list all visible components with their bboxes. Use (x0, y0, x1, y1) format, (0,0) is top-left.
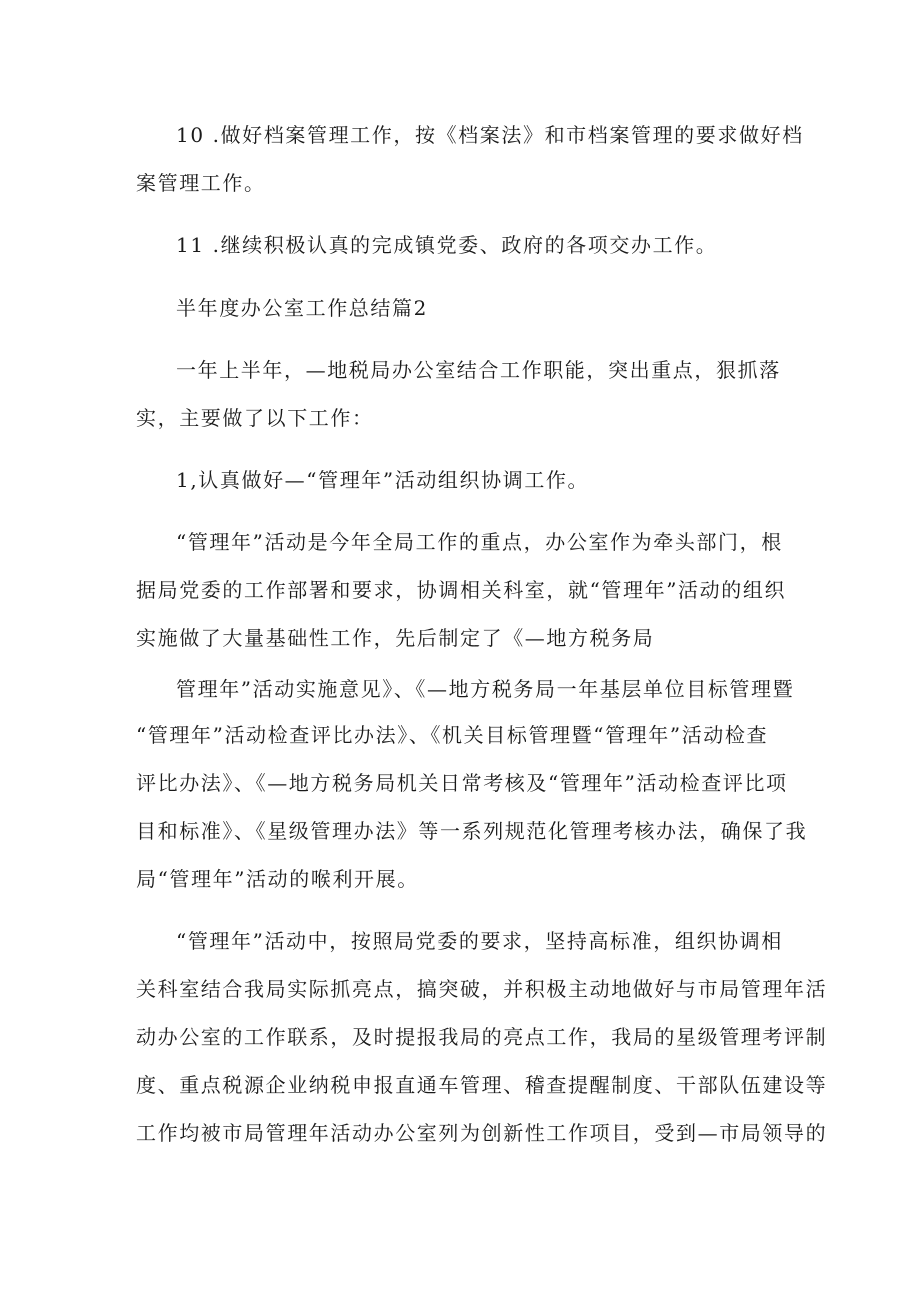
point1-heading: 1,认真做好—“管理年”活动组织协调工作。 (176, 468, 590, 492)
para1-line4: 管理年”活动实施意见》、《—地方税务局一年基层单位目标管理暨 (176, 677, 795, 701)
para1-line6: 评比办法》、《—地方税务局机关日常考核及“管理年”活动检查评比项 (136, 771, 788, 795)
intro-line1: 一年上半年，—地税局办公室结合工作职能，突出重点，狠抓落 (176, 358, 781, 382)
para1-line8: 局“管理年”活动的喉利开展。 (136, 867, 419, 891)
para1-line2: 据局党委的工作部署和要求，协调相关科室，就“管理年”活动的组织 (136, 578, 787, 602)
section-title: 半年度办公室工作总结篇2 (176, 296, 428, 320)
para1-line5: “管理年”活动检查评比办法》、《机关目标管理暨“管理年”活动检查 (136, 723, 769, 747)
para2-line4: 度、重点税源企业纳税申报直通车管理、稽查提醒制度、干部队伍建设等 (136, 1073, 828, 1097)
para2-line5: 工作均被市局管理年活动办公室列为创新性工作项目，受到—市局领导的 (136, 1121, 828, 1145)
para2-line3: 动办公室的工作联系，及时提报我局的亮点工作，我局的星级管理考评制 (136, 1025, 828, 1049)
item10-line2: 案管理工作。 (136, 171, 266, 195)
para2-line1: “管理年”活动中，按照局党委的要求，坚持高标准，组织协调相 (176, 929, 783, 953)
para1-line3: 实施做了大量基础性工作，先后制定了《—地方税务局 (136, 626, 655, 650)
para1-line7: 目和标准》、《星级管理办法》等一系列规范化管理考核办法，确保了我 (136, 819, 808, 843)
item10-line1: 10 .做好档案管理工作，按《档案法》和市档案管理的要求做好档 (176, 123, 804, 147)
para2-line2: 关科室结合我局实际抓亮点，搞突破，并积极主动地做好与市局管理年活 (136, 977, 828, 1001)
para1-line1: “管理年”活动是今年全局工作的重点，办公室作为牵头部门，根 (176, 530, 783, 554)
intro-line2: 实，主要做了以下工作： (136, 406, 374, 430)
item11-line1: 11 .继续积极认真的完成镇党委、政府的各项交办工作。 (176, 233, 718, 257)
